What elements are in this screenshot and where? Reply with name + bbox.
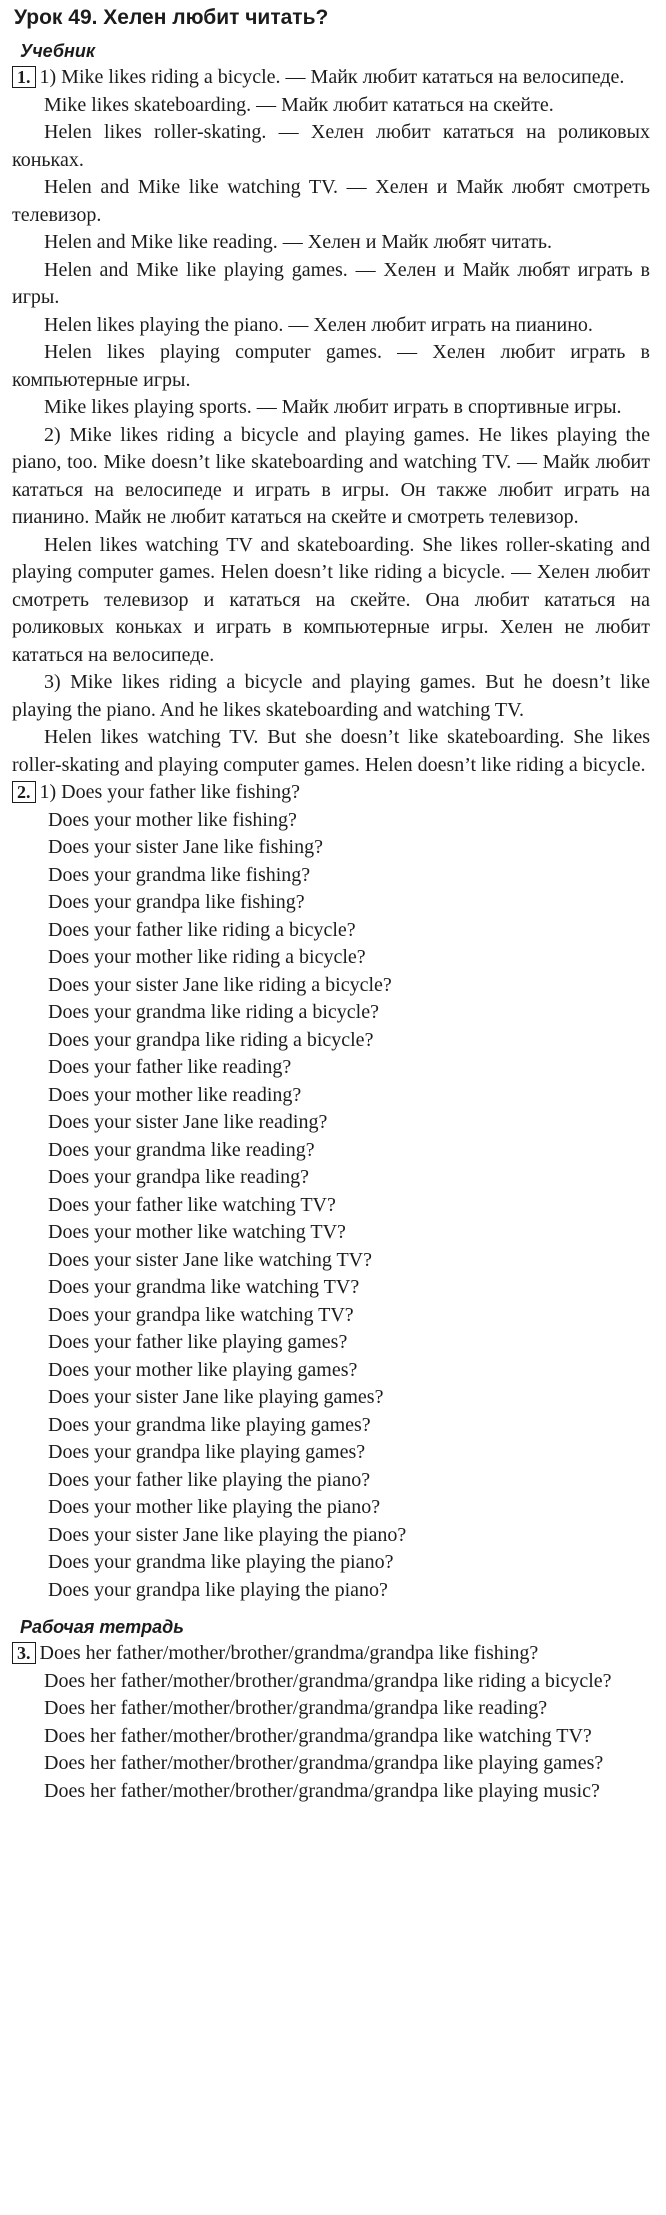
- ex3-paragraph: Does her father/mother/brother/grandma/grandpa like reading?: [44, 1697, 548, 1719]
- question-line: Does your grandma like reading?: [48, 1138, 315, 1161]
- question-list: [12, 779, 650, 1604]
- question-line: Does your grandma like playing games?: [48, 1413, 371, 1436]
- question-line: Does your father like watching TV?: [48, 1193, 336, 1216]
- question-line: Does your father like playing the piano?: [48, 1468, 371, 1491]
- question-line: Does your mother like playing the piano?: [48, 1496, 381, 1518]
- question-line: Does your sister Jane like fishing?: [48, 836, 323, 858]
- ex1-paragraph: Mike likes skateboarding. — Майк любит кататься на скейте.: [44, 93, 554, 116]
- question-line: Does your mother like playing games?: [48, 1358, 358, 1381]
- question-line: Does your grandma like watching TV?: [48, 1276, 360, 1298]
- question-line: Does your father like reading?: [48, 1056, 292, 1078]
- question-line: Does your father like riding a bicycle?: [48, 918, 356, 941]
- question-line: Does your grandma like playing the piano?: [48, 1551, 394, 1573]
- exercise-number-box: 3.: [12, 1642, 36, 1664]
- question-line: Does your grandma like riding a bicycle?: [48, 1001, 379, 1023]
- question-line: Does your sister Jane like playing games?: [48, 1386, 384, 1408]
- question-line: Does your mother like watching TV?: [48, 1221, 346, 1243]
- ex1-paragraph: Helen likes watching TV. But she doesn’t like skateboarding. She likes roller-skating and playing computer games. Helen doesn’t like riding a bicycle.: [12, 726, 650, 776]
- question-line: Does your mother like reading?: [48, 1083, 302, 1106]
- ex3-paragraph: Does her father/mother/brother/grandma/grandpa like playing games?: [44, 1752, 604, 1774]
- question-line: [12, 779, 650, 807]
- question-line: Does your sister Jane like riding a bicycle?: [48, 973, 392, 996]
- ex3-text: Does her father/mother/brother/grandma/grandpa like fishing?: [39, 1642, 539, 1664]
- ex1-paragraph: Helen and Mike like reading. — Хелен и Майк любят читать.: [44, 231, 552, 253]
- question-line: Does your sister Jane like watching TV?: [48, 1248, 372, 1271]
- question-line: Does your grandpa like playing the piano?: [48, 1578, 388, 1601]
- question-line: Does your grandma like fishing?: [48, 863, 311, 886]
- question-text: 1) Does your father like fishing?: [39, 781, 300, 803]
- question-line: Does your mother like riding a bicycle?: [48, 946, 366, 968]
- question-line: Does your sister Jane like playing the piano?: [48, 1523, 407, 1546]
- ex1-paragraph: Mike likes playing sports. — Майк любит играть в спортивные игры.: [44, 396, 622, 418]
- ex1-paragraph: Helen likes playing computer games. — Хелен любит играть в компьютерные игры.: [12, 341, 650, 391]
- ex1-paragraph: Helen and Mike like watching TV. — Хелен и Майк любят смотреть телевизор.: [12, 176, 650, 226]
- question-line: Does your father like playing games?: [48, 1331, 348, 1353]
- question-line: Does your grandpa like fishing?: [48, 891, 305, 913]
- exercise-number-box: 1.: [12, 66, 36, 88]
- exercise-1: [12, 64, 650, 779]
- question-line: Does your grandpa like playing games?: [48, 1441, 366, 1463]
- question-line: Does your grandpa like reading?: [48, 1166, 310, 1188]
- exercise-3: [12, 1640, 650, 1805]
- textbook-heading: Учебник: [20, 41, 96, 61]
- ex3-paragraph: Does her father/mother/brother/grandma/grandpa like playing music?: [44, 1779, 600, 1802]
- workbook-heading: Рабочая тетрадь: [20, 1617, 184, 1637]
- lesson-title: Урок 49. Хелен любит читать?: [14, 6, 329, 29]
- exercise-number-box: 2.: [12, 781, 36, 803]
- ex1-paragraph: Helen and Mike like playing games. — Хелен и Майк любят играть в игры.: [12, 258, 650, 308]
- ex1-paragraph: [12, 64, 650, 92]
- question-line: Does your grandpa like watching TV?: [48, 1303, 354, 1326]
- question-line: Does your mother like fishing?: [48, 808, 297, 831]
- ex3-paragraph: Does her father/mother/brother/grandma/grandpa like riding a bicycle?: [44, 1669, 612, 1692]
- exercise-2: [12, 779, 650, 1604]
- ex1-paragraph: 2) Mike likes riding a bicycle and playing games. He likes playing the piano, too. Mike doesn’t like skateboarding and watching TV. — Майк любит кататься на велосипеде и играть в игры. Он также любит играть на пианино. Майк не любит кататься на скейте и смотреть телевизор.: [12, 423, 650, 528]
- question-line: Does your grandpa like riding a bicycle?: [48, 1028, 374, 1051]
- question-line: Does your sister Jane like reading?: [48, 1111, 328, 1133]
- ex1-paragraph: 3) Mike likes riding a bicycle and playing games. But he doesn’t like playing the piano. And he likes skateboarding and watching TV.: [12, 671, 650, 721]
- ex1-text: 1) Mike likes riding a bicycle. — Майк любит кататься на велосипеде.: [39, 66, 625, 88]
- ex3-paragraph: [12, 1640, 650, 1668]
- ex1-paragraph: Helen likes watching TV and skateboarding. She likes roller-skating and playing computer games. Helen doesn’t like riding a bicycle. — Хелен любит смотреть телевизор и кататься на скейте. Она любит кататься на роликовых коньках и играть в компьютерные игры. Хелен не любит кататься на велосипеде.: [12, 533, 650, 666]
- ex3-paragraph: Does her father/mother/brother/grandma/grandpa like watching TV?: [44, 1724, 592, 1747]
- ex1-paragraph: Helen likes playing the piano. — Хелен любит играть на пианино.: [44, 313, 593, 336]
- ex1-paragraph: Helen likes roller-skating. — Хелен любит кататься на роликовых коньках.: [12, 121, 650, 171]
